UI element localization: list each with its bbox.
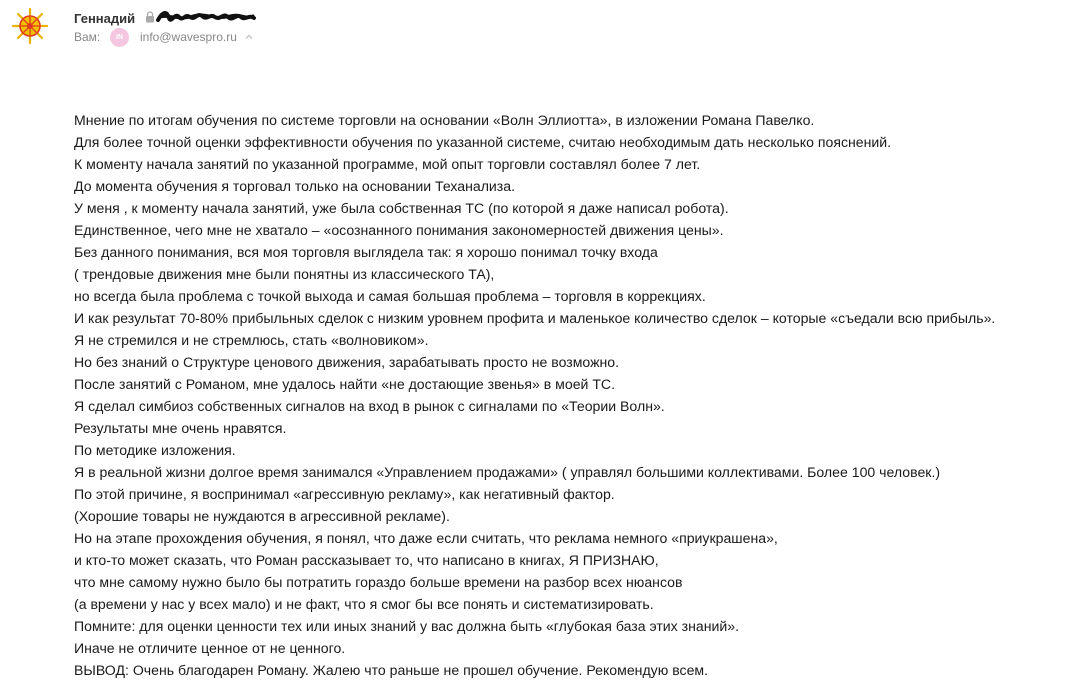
message-line: ( трендовые движения мне были понятны из классического ТА), (74, 266, 495, 282)
message-line: До момента обучения я торговал только на основании Теханализа. (74, 178, 516, 194)
to-label: Вам: (74, 30, 101, 44)
message-line: Но на этапе прохождения обучения, я понял, что даже если считать, что реклама немного «приукрашена», (74, 530, 778, 546)
message-line: но всегда была проблема с точкой выхода и самая большая проблема – торговля в коррекциях. (74, 288, 706, 304)
message-line: По методике изложения. (74, 442, 236, 458)
message-line: По этой причине, я воспринимал «агрессивную рекламу», как негативный фактор. (74, 486, 615, 502)
redacted-sender-address (155, 8, 257, 26)
message-line: Иначе не отличите ценное от не ценного. (74, 640, 346, 656)
message-line: Единственное, чего мне не хватало – «осознанного понимания закономерностей движения цены». (74, 222, 724, 238)
message-line: и кто-то может сказать, что Роман рассказывает то, что написано в книгах, Я ПРИЗНАЮ, (74, 552, 659, 568)
message-line: Помните: для оценки ценности тех или иных знаний у вас должна быть «глубокая база этих знаний». (74, 618, 739, 634)
message-line: что мне самому нужно было бы потратить гораздо больше времени на разбор всех нюансов (74, 574, 683, 590)
recipient-avatar: IN (110, 28, 129, 47)
message-line: После занятий с Романом, мне удалось найти «не достающие звенья» в моей ТС. (74, 376, 616, 392)
message-line: Без данного понимания, вся моя торговля выглядела так: я хорошо понимал точку входа (74, 244, 658, 260)
lock-icon (145, 11, 155, 23)
message-line: (Хорошие товары не нуждаются в агрессивной рекламе). (74, 508, 450, 524)
recipient-row (74, 27, 254, 47)
message-line: У меня , к моменту начала занятий, уже была собственная ТС (по которой я даже написал робота). (74, 200, 729, 216)
message-body (74, 109, 1064, 681)
sender-name[interactable]: Геннадий (74, 11, 136, 26)
message-line: Мнение по итогам обучения по системе торговли на основании «Волн Эллиотта», в изложении Романа Павелко. (74, 112, 815, 128)
sun-logo-icon[interactable] (12, 8, 48, 44)
message-line: Я не стремился и не стремлюсь, стать «волновиком». (74, 332, 429, 348)
message-line: Результаты мне очень нравятся. (74, 420, 287, 436)
message-line: (а времени у нас у всех мало) и не факт, что я смог бы все понять и систематизировать. (74, 596, 654, 612)
message-line: Для более точной оценки эффективности обучения по указанной системе, считаю необходимым дать несколько пояснений. (74, 134, 892, 150)
message-line: И как результат 70-80% прибыльных сделок с низким уровнем профита и маленькое количество сделок – которые «съедали всю прибыль». (74, 310, 996, 326)
message-line: К моменту начала занятий по указанной программе, мой опыт торговли составлял более 7 лет. (74, 156, 701, 172)
message-line: Я сделал симбиоз собственных сигналов на вход в рынок с сигналами по «Теории Волн». (74, 398, 665, 414)
message-line: ВЫВОД: Очень благодарен Роману. Жалею что раньше не прошел обучение. Рекомендую всем. (74, 662, 709, 678)
recipient-email[interactable]: info@wavespro.ru (140, 30, 237, 44)
message-header (0, 0, 1070, 60)
message-line: Я в реальной жизни долгое время занимался «Управлением продажами» ( управлял большими коллективами. Более 100 человек.) (74, 464, 941, 480)
message-line: Но без знаний о Структуре ценового движения, зарабатывать просто не возможно. (74, 354, 620, 370)
chevron-up-icon[interactable] (244, 32, 254, 42)
